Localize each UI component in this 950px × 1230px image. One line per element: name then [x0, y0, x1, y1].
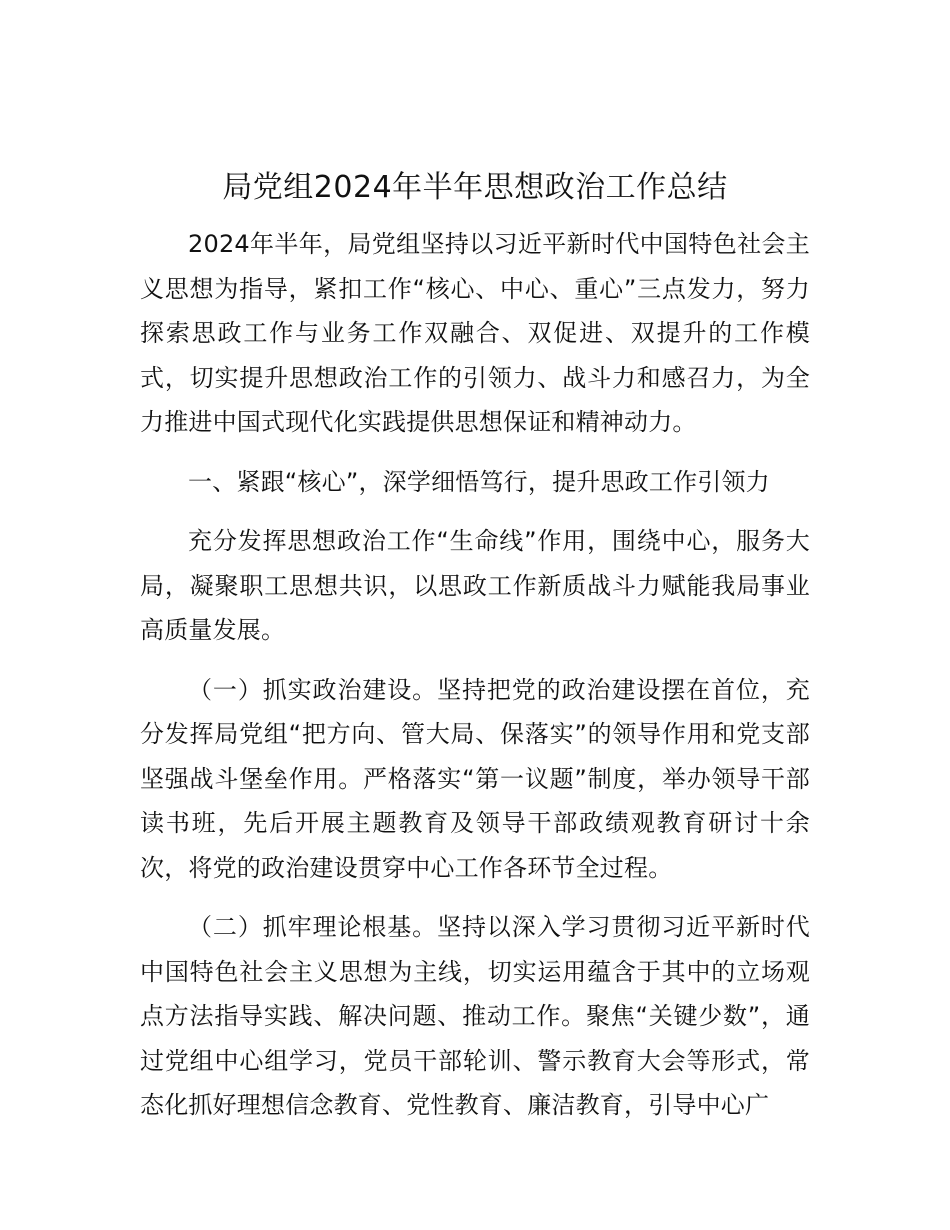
subsection-1-paragraph: （一）抓实政治建设。坚持把党的政治建设摆在首位，充分发挥局党组“把方向、管大局、保落实”的领导作用和党支部坚强战斗堡垒作用。严格落实“第一议题”制度，举办领导干部读书班，先后开展主题教育及领导干部政绩观教育研讨十余次，将党的政治建设贯穿中心工作各环节全过程。: [140, 675, 810, 882]
section-heading-1: 一、紧跟“核心”，深学细悟笃行，提升思政工作引领力: [188, 467, 770, 496]
paragraph-gap: [140, 890, 810, 905]
paragraph-gap: [140, 504, 810, 519]
paragraph-gap: [140, 445, 810, 460]
intro-paragraph: 2024年半年，局党组坚持以习近平新时代中国特色社会主义思想为指导，紧扣工作“核心、中心、重心”三点发力，努力探索思政工作与业务工作双融合、双促进、双提升的工作模式，切实提升思想政治工作的引领力、战斗力和感召力，为全力推进中国式现代化实践提供思想保证和精神动力。: [140, 230, 810, 436]
document-title: 局党组2024年半年思想政治工作总结: [222, 170, 728, 205]
paragraph-gap: [140, 653, 810, 668]
document-body: [140, 222, 810, 1128]
subsection-2-paragraph: （二）抓牢理论根基。坚持以深入学习贯彻习近平新时代中国特色社会主义思想为主线，切实运用蕴含于其中的立场观点方法指导实践、解决问题、推动工作。聚焦“关键少数”，通过党组中心组学习，党员干部轮训、警示教育大会等形式，常态化抓好理想信念教育、党性教育、廉洁教育，引导中心广: [140, 913, 810, 1119]
section-1-paragraph: 充分发挥思想政治工作“生命线”作用，围绕中心，服务大局，凝聚职工思想共识，以思政工作新质战斗力赋能我局事业高质量发展。: [140, 527, 810, 644]
